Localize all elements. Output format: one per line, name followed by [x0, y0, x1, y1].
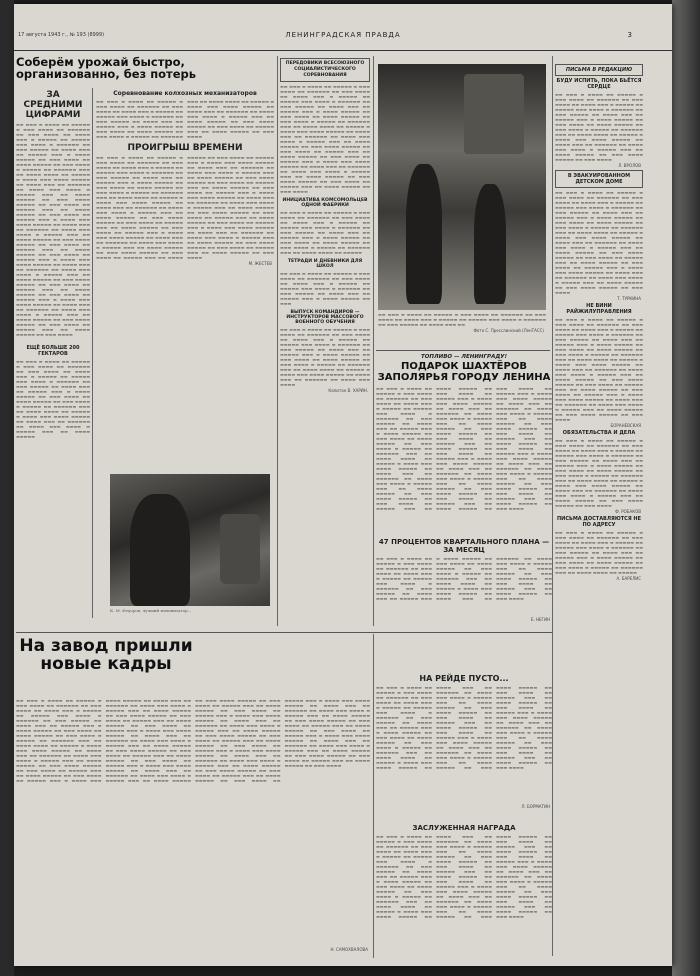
roadstead-article — [376, 672, 552, 812]
machine-figure — [220, 514, 260, 584]
new-workers-author: Н. САМОХВАЛОВА — [330, 947, 368, 952]
page-number: 3 — [627, 31, 632, 39]
hectares-text: ▬▬ ▬▬▬ ▬ ▬▬▬▬ ▬▬ ▬▬▬▬▬ ▬ ▬▬▬ ▬▬▬▬ ▬▬ ▬▬▬▬▬▬ ▬▬ ▬▬▬ ▬▬▬▬ ▬▬ ▬▬▬▬ ▬▬▬ ▬ ▬▬▬▬▬ ▬▬ ▬▬▬▬▬ ▬▬▬ ▬▬▬▬ ▬ ▬▬▬▬▬▬ ▬▬ ▬▬▬ ▬▬▬▬▬ ▬▬ ▬▬▬▬ ▬▬▬ ▬▬ ▬▬▬▬▬ ▬▬▬ ▬ ▬▬▬▬ ▬▬▬▬▬ ▬▬ ▬▬▬ ▬▬▬▬ ▬▬ ▬▬▬▬ ▬▬▬▬▬ ▬▬ ▬▬▬ ▬▬▬▬ ▬ ▬▬▬▬▬ ▬▬ ▬▬▬▬▬▬ ▬▬▬ ▬▬ ▬▬▬▬ ▬▬▬▬ ▬▬ ▬▬▬▬▬ ▬ ▬▬▬▬ ▬▬▬ ▬▬▬▬ ▬▬▬▬▬ ▬▬ ▬▬▬▬ ▬▬▬ ▬▬ ▬▬▬▬▬▬ ▬▬ ▬▬▬▬ ▬▬▬ ▬▬▬▬ ▬ ▬▬▬▬▬ ▬▬▬ ▬▬ ▬▬▬▬ ▬▬▬▬▬ — [16, 359, 90, 439]
column-rule — [373, 56, 374, 626]
lost-time-author: М. ЖЕСТЕВ — [248, 261, 272, 266]
letters-column — [555, 62, 643, 958]
letter-4-author: Ф. РОБАКОВ — [615, 509, 641, 514]
commanders-text: ▬▬ ▬▬▬ ▬ ▬▬▬▬ ▬▬ ▬▬▬▬▬ ▬ ▬▬▬ ▬▬▬▬ ▬▬ ▬▬▬▬▬▬ ▬▬ ▬▬▬ ▬▬▬▬ ▬▬ ▬▬▬▬ ▬▬▬ ▬ ▬▬▬▬▬ ▬▬ ▬▬▬▬▬ ▬▬▬ ▬▬▬▬ ▬ ▬▬▬▬▬▬ ▬▬ ▬▬▬ ▬▬▬▬▬ ▬▬ ▬▬▬▬ ▬▬▬ ▬▬ ▬▬▬▬▬ ▬▬▬ ▬ ▬▬▬▬ ▬▬▬▬▬ ▬▬ ▬▬▬ ▬▬▬▬ ▬▬ ▬▬▬▬ ▬▬▬▬▬ ▬▬ ▬▬▬ ▬▬▬▬ ▬ ▬▬▬▬▬ ▬▬ ▬▬▬▬▬▬ ▬▬▬ ▬▬ ▬▬▬▬ ▬▬▬▬ ▬▬ ▬▬▬▬▬ ▬ ▬▬▬▬ ▬▬▬ ▬▬▬▬ ▬▬▬▬▬ ▬▬ ▬▬▬▬ ▬▬▬ ▬▬ ▬▬▬▬▬▬ ▬▬ ▬▬▬▬ ▬▬▬ ▬▬▬▬ — [280, 327, 370, 387]
competition-text: ▬▬ ▬▬▬ ▬ ▬▬▬▬ ▬▬ ▬▬▬▬▬ ▬ ▬▬▬ ▬▬▬▬ ▬▬ ▬▬▬▬▬▬ ▬▬ ▬▬▬ ▬▬▬▬ ▬▬ ▬▬▬▬ ▬▬▬ ▬ ▬▬▬▬▬ ▬▬ ▬▬▬▬▬ ▬▬▬ ▬▬▬▬ ▬ ▬▬▬▬▬▬ ▬▬ ▬▬▬ ▬▬▬▬▬ ▬▬ ▬▬▬▬ ▬▬▬ ▬▬ ▬▬▬▬▬ ▬▬▬ ▬ ▬▬▬▬ ▬▬▬▬▬ ▬▬ ▬▬▬ ▬▬▬▬ ▬▬ ▬▬▬▬ ▬▬▬▬▬ ▬▬ ▬▬▬ ▬▬▬▬ ▬ ▬▬▬▬▬ ▬▬ ▬▬▬▬▬▬ ▬▬▬ ▬▬ ▬▬▬▬ ▬▬▬▬ ▬▬ ▬▬▬▬▬ ▬ ▬▬▬▬ ▬▬▬ ▬▬▬▬ ▬▬▬▬▬ ▬▬ ▬▬▬▬ ▬▬▬ ▬▬ ▬▬▬▬▬▬ ▬▬ ▬▬▬▬ ▬▬▬ ▬▬▬▬ ▬ ▬▬▬▬▬ ▬▬▬ ▬▬ ▬▬▬▬ ▬▬▬▬▬ ▬▬ ▬▬▬ ▬▬▬▬ ▬▬▬▬▬ ▬▬ ▬▬▬ ▬▬▬▬ ▬▬ ▬▬▬▬▬ ▬▬▬ ▬▬ ▬▬▬▬ ▬▬▬▬▬ ▬▬ ▬▬▬ ▬▬▬▬ — [96, 99, 274, 139]
letter-4-title: ОБЯЗАТЕЛЬСТВА И ДЕЛА — [562, 430, 636, 436]
letter-5-text: ▬▬ ▬▬▬ ▬ ▬▬▬▬ ▬▬ ▬▬▬▬▬ ▬ ▬▬▬ ▬▬▬▬ ▬▬ ▬▬▬▬▬▬ ▬▬ ▬▬▬ ▬▬▬▬ ▬▬ ▬▬▬▬ ▬▬▬ ▬ ▬▬▬▬▬ ▬▬ ▬▬▬▬▬ ▬▬▬ ▬▬▬▬ ▬ ▬▬▬▬▬▬ ▬▬ ▬▬▬ ▬▬▬▬▬ ▬▬ ▬▬▬▬ ▬▬▬ ▬▬ ▬▬▬▬▬ ▬▬▬ ▬ ▬▬▬▬ ▬▬▬▬▬ ▬▬ ▬▬▬ ▬▬▬▬ ▬▬ ▬▬▬▬ ▬▬▬▬▬ ▬▬ ▬▬▬ ▬▬▬▬ ▬ ▬▬▬▬▬ ▬▬ ▬▬▬▬▬▬ ▬▬▬ ▬▬ ▬▬▬▬ ▬▬▬▬ ▬▬ ▬▬▬▬▬ — [555, 530, 643, 575]
miners-author: Е. НЕГИН — [530, 617, 550, 622]
column-rule — [373, 634, 374, 958]
letter-2-author: Т. ТУРКИНА — [617, 296, 641, 301]
column-3 — [280, 56, 370, 626]
letter-3-author: БОРАНЕВСКАЯ — [610, 423, 641, 428]
scan-margin-left — [0, 0, 14, 976]
factory-photo-credit: Фото С. Пресслинский (ЛенТАСС) — [473, 328, 544, 333]
harvest-headline-block — [16, 56, 272, 86]
roadstead-author: Л. БОРМАТИН — [521, 804, 550, 809]
letter-1-author: Л. ВРОЛОВ — [618, 163, 641, 168]
quarterly-subhead: 47 ПРОЦЕНТОВ КВАРТАЛЬНОГО ПЛАНА — ЗА МЕСЯЦ — [378, 538, 550, 554]
award-text: ▬▬ ▬▬▬ ▬ ▬▬▬▬ ▬▬ ▬▬▬▬▬ ▬ ▬▬▬ ▬▬▬▬ ▬▬ ▬▬▬▬▬▬ ▬▬ ▬▬▬ ▬▬▬▬ ▬▬ ▬▬▬▬ ▬▬▬ ▬ ▬▬▬▬▬ ▬▬ ▬▬▬▬▬ ▬▬▬ ▬▬▬▬ ▬ ▬▬▬▬▬▬ ▬▬ ▬▬▬ ▬▬▬▬▬ ▬▬ ▬▬▬▬ ▬▬▬ ▬▬ ▬▬▬▬▬ ▬▬▬ ▬ ▬▬▬▬ ▬▬▬▬▬ ▬▬ ▬▬▬ ▬▬▬▬ ▬▬ ▬▬▬▬ ▬▬▬▬▬ ▬▬ ▬▬▬ ▬▬▬▬ ▬ ▬▬▬▬▬ ▬▬ ▬▬▬▬▬▬ ▬▬▬ ▬▬ ▬▬▬▬ ▬▬▬▬ ▬▬ ▬▬▬▬▬ ▬ ▬▬▬▬ ▬▬▬ ▬▬▬▬ ▬▬▬▬▬ ▬▬ ▬▬▬▬ ▬▬▬ ▬▬ ▬▬▬▬▬▬ ▬▬ ▬▬▬▬ ▬▬▬ ▬▬▬▬ ▬ ▬▬▬▬▬ ▬▬▬ ▬▬ ▬▬▬▬ ▬▬▬▬▬ ▬▬ ▬▬▬ ▬▬▬▬ ▬▬▬▬▬ ▬▬ ▬▬▬ ▬▬▬▬ ▬▬ ▬▬▬▬▬ ▬▬▬ ▬▬ ▬▬▬▬ ▬▬▬▬▬ ▬▬ ▬▬▬ ▬▬▬▬ ▬▬ ▬▬▬▬▬ ▬▬▬ ▬ ▬▬▬▬ ▬▬▬ ▬▬▬▬ ▬▬▬▬▬ ▬▬ ▬▬▬▬ ▬▬▬ ▬▬ ▬▬▬▬▬▬ ▬▬ ▬▬▬▬ ▬▬▬ ▬▬▬▬ ▬ ▬▬▬▬▬ ▬▬▬ ▬▬ ▬▬▬▬ ▬▬▬▬▬ ▬▬ ▬▬▬ ▬▬▬▬ ▬▬▬▬▬ ▬▬ ▬▬▬ ▬▬▬▬ ▬▬ ▬▬▬▬▬ ▬▬▬ ▬▬ ▬▬▬▬ ▬▬▬▬▬ ▬▬ ▬▬▬ ▬▬▬▬ ▬▬ ▬▬▬▬▬ ▬▬▬ ▬ ▬▬▬▬ ▬▬▬ ▬▬▬▬ ▬▬▬▬▬ ▬▬ ▬▬▬▬ ▬▬▬ ▬▬ ▬▬▬▬▬▬ ▬▬ ▬▬▬▬ ▬▬▬ ▬▬▬▬ ▬ ▬▬▬▬▬ ▬▬▬ ▬▬ ▬▬▬▬ ▬▬▬▬▬ ▬▬ ▬▬▬ ▬▬▬▬ ▬▬▬▬▬ ▬▬ ▬▬▬ ▬▬▬▬ ▬▬ ▬▬▬▬▬ ▬▬▬ ▬▬ ▬▬▬▬ ▬▬▬▬▬ ▬▬ ▬▬▬ ▬▬▬▬ — [376, 834, 552, 919]
notebooks-subhead: ТЕТРАДИ И ДНЕВНИКИ ДЛЯ ШКОЛ — [287, 259, 363, 269]
letter-3-title: НЕ ВИНИ РАЙЖИЛУПРАВЛЕНИЯ — [566, 303, 632, 315]
competition-title: Соревнование колхозных механизаторов — [113, 90, 257, 97]
award-subhead: ЗАСЛУЖЕННАЯ НАГРАДА — [412, 824, 516, 832]
leaders-text: ▬▬ ▬▬▬ ▬ ▬▬▬▬ ▬▬ ▬▬▬▬▬ ▬ ▬▬▬ ▬▬▬▬ ▬▬ ▬▬▬▬▬▬ ▬▬ ▬▬▬ ▬▬▬▬ ▬▬ ▬▬▬▬ ▬▬▬ ▬ ▬▬▬▬▬ ▬▬ ▬▬▬▬▬ ▬▬▬ ▬▬▬▬ ▬ ▬▬▬▬▬▬ ▬▬ ▬▬▬ ▬▬▬▬▬ ▬▬ ▬▬▬▬ ▬▬▬ ▬▬ ▬▬▬▬▬ ▬▬▬ ▬ ▬▬▬▬ ▬▬▬▬▬ ▬▬ ▬▬▬ ▬▬▬▬ ▬▬ ▬▬▬▬ ▬▬▬▬▬ ▬▬ ▬▬▬ ▬▬▬▬ ▬ ▬▬▬▬▬ ▬▬ ▬▬▬▬▬▬ ▬▬▬ ▬▬ ▬▬▬▬ ▬▬▬▬ ▬▬ ▬▬▬▬▬ ▬ ▬▬▬▬ ▬▬▬ ▬▬▬▬ ▬▬▬▬▬ ▬▬ ▬▬▬▬ ▬▬▬ ▬▬ ▬▬▬▬▬▬ ▬▬ ▬▬▬▬ ▬▬▬ ▬▬▬▬ ▬ ▬▬▬▬▬ ▬▬▬ ▬▬ ▬▬▬▬ ▬▬▬▬▬ ▬▬ ▬▬▬ ▬▬▬▬ ▬▬▬▬▬ ▬▬ ▬▬▬ ▬▬▬▬ ▬▬ ▬▬▬▬▬ ▬▬▬ ▬▬ ▬▬▬▬ ▬▬▬▬▬ ▬▬ ▬▬▬ ▬▬▬▬ ▬▬ ▬▬▬▬▬ ▬▬▬ ▬ ▬▬▬▬ ▬▬▬ ▬▬▬▬ ▬▬▬▬▬ ▬▬ ▬▬▬▬ ▬▬▬ ▬▬ ▬▬▬▬▬▬ ▬▬ ▬▬▬▬ ▬▬▬ ▬▬▬▬ ▬ ▬▬▬▬▬ ▬▬▬ ▬▬ ▬▬▬▬ ▬▬▬▬▬ ▬▬ ▬▬▬ ▬▬▬▬ ▬▬▬▬▬ ▬▬ ▬▬▬ ▬▬▬▬ ▬▬ ▬▬▬▬▬ ▬▬▬ ▬▬ ▬▬▬▬ ▬▬▬▬▬ ▬▬ ▬▬▬ ▬▬▬▬ — [280, 84, 370, 194]
letter-4-text: ▬▬ ▬▬▬ ▬ ▬▬▬▬ ▬▬ ▬▬▬▬▬ ▬ ▬▬▬ ▬▬▬▬ ▬▬ ▬▬▬▬▬▬ ▬▬ ▬▬▬ ▬▬▬▬ ▬▬ ▬▬▬▬ ▬▬▬ ▬ ▬▬▬▬▬ ▬▬ ▬▬▬▬▬ ▬▬▬ ▬▬▬▬ ▬ ▬▬▬▬▬▬ ▬▬ ▬▬▬ ▬▬▬▬▬ ▬▬ ▬▬▬▬ ▬▬▬ ▬▬ ▬▬▬▬▬ ▬▬▬ ▬ ▬▬▬▬ ▬▬▬▬▬ ▬▬ ▬▬▬ ▬▬▬▬ ▬▬ ▬▬▬▬ ▬▬▬▬▬ ▬▬ ▬▬▬ ▬▬▬▬ ▬ ▬▬▬▬▬ ▬▬ ▬▬▬▬▬▬ ▬▬▬ ▬▬ ▬▬▬▬ ▬▬▬▬ ▬▬ ▬▬▬▬▬ ▬ ▬▬▬▬ ▬▬▬ ▬▬▬▬ ▬▬▬▬▬ ▬▬ ▬▬▬▬ ▬▬▬ ▬▬ ▬▬▬▬▬▬ ▬▬ ▬▬▬▬ ▬▬▬ ▬▬▬▬ ▬ ▬▬▬▬▬ ▬▬▬ ▬▬ ▬▬▬▬ ▬▬▬▬▬ ▬▬ ▬▬▬ ▬▬▬▬ ▬▬▬▬▬ ▬▬ ▬▬▬ ▬▬▬▬ — [555, 438, 643, 508]
new-workers-headline-block — [16, 638, 196, 696]
letter-5-author: А. БАРЕЛИС — [616, 576, 641, 581]
lost-time-text: ▬▬ ▬▬▬ ▬ ▬▬▬▬ ▬▬ ▬▬▬▬▬ ▬ ▬▬▬ ▬▬▬▬ ▬▬ ▬▬▬▬▬▬ ▬▬ ▬▬▬ ▬▬▬▬ ▬▬ ▬▬▬▬ ▬▬▬ ▬ ▬▬▬▬▬ ▬▬ ▬▬▬▬▬ ▬▬▬ ▬▬▬▬ ▬ ▬▬▬▬▬▬ ▬▬ ▬▬▬ ▬▬▬▬▬ ▬▬ ▬▬▬▬ ▬▬▬ ▬▬ ▬▬▬▬▬ ▬▬▬ ▬ ▬▬▬▬ ▬▬▬▬▬ ▬▬ ▬▬▬ ▬▬▬▬ ▬▬ ▬▬▬▬ ▬▬▬▬▬ ▬▬ ▬▬▬ ▬▬▬▬ ▬ ▬▬▬▬▬ ▬▬ ▬▬▬▬▬▬ ▬▬▬ ▬▬ ▬▬▬▬ ▬▬▬▬ ▬▬ ▬▬▬▬▬ ▬ ▬▬▬▬ ▬▬▬ ▬▬▬▬ ▬▬▬▬▬ ▬▬ ▬▬▬▬ ▬▬▬ ▬▬ ▬▬▬▬▬▬ ▬▬ ▬▬▬▬ ▬▬▬ ▬▬▬▬ ▬ ▬▬▬▬▬ ▬▬▬ ▬▬ ▬▬▬▬ ▬▬▬▬▬ ▬▬ ▬▬▬ ▬▬▬▬ ▬▬▬▬▬ ▬▬ ▬▬▬ ▬▬▬▬ ▬▬ ▬▬▬▬▬ ▬▬▬ ▬▬ ▬▬▬▬ ▬▬▬▬▬ ▬▬ ▬▬▬ ▬▬▬▬ ▬▬ ▬▬▬▬▬ ▬▬▬ ▬ ▬▬▬▬ ▬▬▬ ▬▬▬▬ ▬▬▬▬▬ ▬▬ ▬▬▬▬ ▬▬▬ ▬▬ ▬▬▬▬▬▬ ▬▬ ▬▬▬▬ ▬▬▬ ▬▬▬▬ ▬ ▬▬▬▬▬ ▬▬▬ ▬▬ ▬▬▬▬ ▬▬▬▬▬ ▬▬ ▬▬▬ ▬▬▬▬ ▬▬▬▬▬ ▬▬ ▬▬▬ ▬▬▬▬ ▬▬ ▬▬▬▬▬ ▬▬▬ ▬▬ ▬▬▬▬ ▬▬▬▬▬ ▬▬ ▬▬▬ ▬▬▬▬ ▬▬ ▬▬▬▬▬ ▬▬▬ ▬ ▬▬▬▬ ▬▬▬ ▬▬▬▬ ▬▬▬▬▬ ▬▬ ▬▬▬▬ ▬▬▬ ▬▬ ▬▬▬▬▬▬ ▬▬ ▬▬▬▬ ▬▬▬ ▬▬▬▬ ▬ ▬▬▬▬▬ ▬▬▬ ▬▬ ▬▬▬▬ ▬▬▬▬▬ ▬▬ ▬▬▬ ▬▬▬▬ ▬▬▬▬▬ ▬▬ ▬▬▬ ▬▬▬▬ ▬▬ ▬▬▬▬▬ ▬▬▬ ▬▬ ▬▬▬▬ ▬▬▬▬▬ ▬▬ ▬▬▬ ▬▬▬▬ ▬▬ ▬▬▬▬▬ ▬▬▬ ▬ ▬▬▬▬ ▬▬▬ ▬▬▬▬ ▬▬▬▬▬ ▬▬ ▬▬▬▬ ▬▬▬ ▬▬ ▬▬▬▬▬▬ ▬▬ ▬▬▬▬ ▬▬▬ ▬▬▬▬ ▬ ▬▬▬▬▬ ▬▬▬ ▬▬ ▬▬▬▬ ▬▬▬▬▬ ▬▬ ▬▬▬ ▬▬▬▬ ▬▬▬▬▬ ▬▬ ▬▬▬ ▬▬▬▬ ▬▬ ▬▬▬▬▬ ▬▬▬ ▬▬ ▬▬▬▬ ▬▬▬▬▬ ▬▬ ▬▬▬ ▬▬▬▬ ▬▬ ▬▬▬▬▬ ▬▬▬ ▬ ▬▬▬▬ ▬▬▬ ▬▬▬▬ ▬▬▬▬▬ ▬▬ ▬▬▬▬ ▬▬▬ ▬▬ ▬▬▬▬▬▬ ▬▬ ▬▬▬▬ ▬▬▬ ▬▬▬▬ ▬ ▬▬▬▬▬ ▬▬▬ ▬▬ ▬▬▬▬ ▬▬▬▬▬ ▬▬ ▬▬▬ ▬▬▬▬ ▬▬▬▬▬ ▬▬ ▬▬▬ ▬▬▬▬ ▬▬ ▬▬▬▬▬ ▬▬▬ ▬▬ ▬▬▬▬ ▬▬▬▬▬ ▬▬ ▬▬▬ ▬▬▬▬ — [96, 155, 274, 260]
leaders-title: ПЕРЕДОВИКИ ВСЕСОЮЗНОГО СОЦИАЛИСТИЧЕСКОГО СОРЕВНОВАНИЯ — [280, 58, 370, 82]
worker-figure — [474, 184, 506, 304]
new-workers-headline: На завод пришли новые кадры — [19, 638, 193, 674]
machine-figure — [464, 74, 524, 154]
letter-2-text: ▬▬ ▬▬▬ ▬ ▬▬▬▬ ▬▬ ▬▬▬▬▬ ▬ ▬▬▬ ▬▬▬▬ ▬▬ ▬▬▬▬▬▬ ▬▬ ▬▬▬ ▬▬▬▬ ▬▬ ▬▬▬▬ ▬▬▬ ▬ ▬▬▬▬▬ ▬▬ ▬▬▬▬▬ ▬▬▬ ▬▬▬▬ ▬ ▬▬▬▬▬▬ ▬▬ ▬▬▬ ▬▬▬▬▬ ▬▬ ▬▬▬▬ ▬▬▬ ▬▬ ▬▬▬▬▬ ▬▬▬ ▬ ▬▬▬▬ ▬▬▬▬▬ ▬▬ ▬▬▬ ▬▬▬▬ ▬▬ ▬▬▬▬ ▬▬▬▬▬ ▬▬ ▬▬▬ ▬▬▬▬ ▬ ▬▬▬▬▬ ▬▬ ▬▬▬▬▬▬ ▬▬▬ ▬▬ ▬▬▬▬ ▬▬▬▬ ▬▬ ▬▬▬▬▬ ▬ ▬▬▬▬ ▬▬▬ ▬▬▬▬ ▬▬▬▬▬ ▬▬ ▬▬▬▬ ▬▬▬ ▬▬ ▬▬▬▬▬▬ ▬▬ ▬▬▬▬ ▬▬▬ ▬▬▬▬ ▬ ▬▬▬▬▬ ▬▬▬ ▬▬ ▬▬▬▬ ▬▬▬▬▬ ▬▬ ▬▬▬ ▬▬▬▬ ▬▬▬▬▬ ▬▬ ▬▬▬ ▬▬▬▬ ▬▬ ▬▬▬▬▬ ▬▬▬ ▬▬ ▬▬▬▬ ▬▬▬▬▬ ▬▬ ▬▬▬ ▬▬▬▬ ▬▬ ▬▬▬▬▬ ▬▬▬ ▬ ▬▬▬▬ ▬▬▬ ▬▬▬▬ ▬▬▬▬▬ ▬▬ ▬▬▬▬ ▬▬▬ ▬▬ ▬▬▬▬▬▬ ▬▬ ▬▬▬▬ ▬▬▬ ▬▬▬▬ ▬ ▬▬▬▬▬ ▬▬▬ ▬▬ ▬▬▬▬ ▬▬▬▬▬ ▬▬ ▬▬▬ ▬▬▬▬ ▬▬▬▬▬ ▬▬ ▬▬▬ ▬▬▬▬ — [555, 190, 643, 295]
section-rule — [376, 350, 550, 351]
issue-date: 17 августа 1943 г., № 193 (8999) — [18, 32, 105, 38]
column-2 — [96, 88, 274, 458]
page-header — [14, 4, 672, 51]
section-rule — [16, 632, 552, 633]
factory-caption-text: ▬▬ ▬▬▬ ▬ ▬▬▬▬ ▬▬ ▬▬▬▬▬ ▬ ▬▬▬ ▬▬▬▬ ▬▬ ▬▬▬▬▬▬ ▬▬ ▬▬▬ ▬▬▬▬ ▬▬ ▬▬▬▬ ▬▬▬ ▬ ▬▬▬▬▬ ▬▬ ▬▬▬▬▬ ▬▬▬ ▬▬▬▬ ▬ ▬▬▬▬▬▬ ▬▬ ▬▬▬ ▬▬▬▬▬ ▬▬ ▬▬▬▬ ▬▬▬ ▬▬ — [378, 312, 546, 327]
letter-5-title: ПИСЬМА ДОСТАВЛЯЮТСЯ НЕ ПО АДРЕСУ — [556, 516, 642, 528]
newspaper-title: ЛЕНИНГРАДСКАЯ ПРАВДА — [285, 31, 401, 39]
letter-3-text: ▬▬ ▬▬▬ ▬ ▬▬▬▬ ▬▬ ▬▬▬▬▬ ▬ ▬▬▬ ▬▬▬▬ ▬▬ ▬▬▬▬▬▬ ▬▬ ▬▬▬ ▬▬▬▬ ▬▬ ▬▬▬▬ ▬▬▬ ▬ ▬▬▬▬▬ ▬▬ ▬▬▬▬▬ ▬▬▬ ▬▬▬▬ ▬ ▬▬▬▬▬▬ ▬▬ ▬▬▬ ▬▬▬▬▬ ▬▬ ▬▬▬▬ ▬▬▬ ▬▬ ▬▬▬▬▬ ▬▬▬ ▬ ▬▬▬▬ ▬▬▬▬▬ ▬▬ ▬▬▬ ▬▬▬▬ ▬▬ ▬▬▬▬ ▬▬▬▬▬ ▬▬ ▬▬▬ ▬▬▬▬ ▬ ▬▬▬▬▬ ▬▬ ▬▬▬▬▬▬ ▬▬▬ ▬▬ ▬▬▬▬ ▬▬▬▬ ▬▬ ▬▬▬▬▬ ▬ ▬▬▬▬ ▬▬▬ ▬▬▬▬ ▬▬▬▬▬ ▬▬ ▬▬▬▬ ▬▬▬ ▬▬ ▬▬▬▬▬▬ ▬▬ ▬▬▬▬ ▬▬▬ ▬▬▬▬ ▬ ▬▬▬▬▬ ▬▬▬ ▬▬ ▬▬▬▬ ▬▬▬▬▬ ▬▬ ▬▬▬ ▬▬▬▬ ▬▬▬▬▬ ▬▬ ▬▬▬ ▬▬▬▬ ▬▬ ▬▬▬▬▬ ▬▬▬ ▬▬ ▬▬▬▬ ▬▬▬▬▬ ▬▬ ▬▬▬ ▬▬▬▬ ▬▬ ▬▬▬▬▬ ▬▬▬ ▬ ▬▬▬▬ ▬▬▬ ▬▬▬▬ ▬▬▬▬▬ ▬▬ ▬▬▬▬ ▬▬▬ ▬▬ ▬▬▬▬▬▬ ▬▬ ▬▬▬▬ ▬▬▬ ▬▬▬▬ ▬ ▬▬▬▬▬ ▬▬▬ ▬▬ ▬▬▬▬ ▬▬▬▬▬ ▬▬ ▬▬▬ ▬▬▬▬ ▬▬▬▬▬ ▬▬ ▬▬▬ ▬▬▬▬ — [555, 317, 643, 422]
quarterly-text: ▬▬ ▬▬▬ ▬ ▬▬▬▬ ▬▬ ▬▬▬▬▬ ▬ ▬▬▬ ▬▬▬▬ ▬▬ ▬▬▬▬▬▬ ▬▬ ▬▬▬ ▬▬▬▬ ▬▬ ▬▬▬▬ ▬▬▬ ▬ ▬▬▬▬▬ ▬▬ ▬▬▬▬▬ ▬▬▬ ▬▬▬▬ ▬ ▬▬▬▬▬▬ ▬▬ ▬▬▬ ▬▬▬▬▬ ▬▬ ▬▬▬▬ ▬▬▬ ▬▬ ▬▬▬▬▬ ▬▬▬ ▬ ▬▬▬▬ ▬▬▬▬▬ ▬▬ ▬▬▬ ▬▬▬▬ ▬▬ ▬▬▬▬ ▬▬▬▬▬ ▬▬ ▬▬▬ ▬▬▬▬ ▬ ▬▬▬▬▬ ▬▬ ▬▬▬▬▬▬ ▬▬▬ ▬▬ ▬▬▬▬ ▬▬▬▬ ▬▬ ▬▬▬▬▬ ▬ ▬▬▬▬ ▬▬▬ ▬▬▬▬ ▬▬▬▬▬ ▬▬ ▬▬▬▬ ▬▬▬ ▬▬ ▬▬▬▬▬▬ ▬▬ ▬▬▬▬ ▬▬▬ ▬▬▬▬ ▬ ▬▬▬▬▬ ▬▬▬ ▬▬ ▬▬▬▬ ▬▬▬▬▬ ▬▬ ▬▬▬ ▬▬▬▬ ▬▬▬▬▬ ▬▬ ▬▬▬ ▬▬▬▬ ▬▬ ▬▬▬▬▬ ▬▬▬ ▬▬ ▬▬▬▬ ▬▬▬▬▬ ▬▬ ▬▬▬ ▬▬▬▬ — [376, 556, 552, 601]
column-rule — [92, 88, 93, 618]
mechanic-caption: К. М. Федоров, лучший механизатор... — [110, 608, 192, 613]
hectares-subhead: ЕЩЁ БОЛЬШЕ 200 ГЕКТАРОВ — [26, 345, 80, 357]
column-4 — [376, 352, 552, 628]
scan-margin-right — [672, 0, 700, 976]
column-1 — [16, 88, 90, 608]
newspaper-page — [14, 4, 672, 966]
miners-headline: ПОДАРОК ШАХТЁРОВ ЗАПОЛЯРЬЯ ГОРОДУ ЛЕНИНА — [377, 361, 551, 383]
commanders-subhead: ВЫПУСК КОМАНДИРОВ — ИНСТРУКТОРОВ МАССОВОГО ВОЕННОГО ОБУЧЕНИЯ — [286, 310, 364, 325]
initiative-text: ▬▬ ▬▬▬ ▬ ▬▬▬▬ ▬▬ ▬▬▬▬▬ ▬ ▬▬▬ ▬▬▬▬ ▬▬ ▬▬▬▬▬▬ ▬▬ ▬▬▬ ▬▬▬▬ ▬▬ ▬▬▬▬ ▬▬▬ ▬ ▬▬▬▬▬ ▬▬ ▬▬▬▬▬ ▬▬▬ ▬▬▬▬ ▬ ▬▬▬▬▬▬ ▬▬ ▬▬▬ ▬▬▬▬▬ ▬▬ ▬▬▬▬ ▬▬▬ ▬▬ ▬▬▬▬▬ ▬▬▬ ▬ ▬▬▬▬ ▬▬▬▬▬ ▬▬ ▬▬▬ ▬▬▬▬ ▬▬ ▬▬▬▬ ▬▬▬▬▬ ▬▬ ▬▬▬ ▬▬▬▬ ▬ ▬▬▬▬▬ ▬▬ ▬▬▬▬▬▬ ▬▬▬ ▬▬ ▬▬▬▬ ▬▬▬▬ ▬▬ ▬▬▬▬▬ — [280, 210, 370, 255]
column-rule — [277, 56, 278, 626]
averages-subhead: ЗА СРЕДНИМИ ЦИФРАМИ — [23, 90, 83, 120]
mechanic-photo — [110, 474, 270, 606]
new-workers-article — [16, 698, 370, 956]
commanders-author: Капитан В. ХАРИН. — [328, 388, 368, 393]
new-workers-text: ▬▬ ▬▬▬ ▬ ▬▬▬▬ ▬▬ ▬▬▬▬▬ ▬ ▬▬▬ ▬▬▬▬ ▬▬ ▬▬▬▬▬▬ ▬▬ ▬▬▬ ▬▬▬▬ ▬▬ ▬▬▬▬ ▬▬▬ ▬ ▬▬▬▬▬ ▬▬ ▬▬▬▬▬ ▬▬▬ ▬▬▬▬ ▬ ▬▬▬▬▬▬ ▬▬ ▬▬▬ ▬▬▬▬▬ ▬▬ ▬▬▬▬ ▬▬▬ ▬▬ ▬▬▬▬▬ ▬▬▬ ▬ ▬▬▬▬ ▬▬▬▬▬ ▬▬ ▬▬▬ ▬▬▬▬ ▬▬ ▬▬▬▬ ▬▬▬▬▬ ▬▬ ▬▬▬ ▬▬▬▬ ▬ ▬▬▬▬▬ ▬▬ ▬▬▬▬▬▬ ▬▬▬ ▬▬ ▬▬▬▬ ▬▬▬▬ ▬▬ ▬▬▬▬▬ ▬ ▬▬▬▬ ▬▬▬ ▬▬▬▬ ▬▬▬▬▬ ▬▬ ▬▬▬▬ ▬▬▬ ▬▬ ▬▬▬▬▬▬ ▬▬ ▬▬▬▬ ▬▬▬ ▬▬▬▬ ▬ ▬▬▬▬▬ ▬▬▬ ▬▬ ▬▬▬▬ ▬▬▬▬▬ ▬▬ ▬▬▬ ▬▬▬▬ ▬▬▬▬▬ ▬▬ ▬▬▬ ▬▬▬▬ ▬▬ ▬▬▬▬▬ ▬▬▬ ▬▬ ▬▬▬▬ ▬▬▬▬▬ ▬▬ ▬▬▬ ▬▬▬▬ ▬▬ ▬▬▬▬▬ ▬▬▬ ▬ ▬▬▬▬ ▬▬▬ ▬▬▬▬ ▬▬▬▬▬ ▬▬ ▬▬▬▬ ▬▬▬ ▬▬ ▬▬▬▬▬▬ ▬▬ ▬▬▬▬ ▬▬▬ ▬▬▬▬ ▬ ▬▬▬▬▬ ▬▬▬ ▬▬ ▬▬▬▬ ▬▬▬▬▬ ▬▬ ▬▬▬ ▬▬▬▬ ▬▬▬▬▬ ▬▬ ▬▬▬ ▬▬▬▬ ▬▬ ▬▬▬▬▬ ▬▬▬ ▬▬ ▬▬▬▬ ▬▬▬▬▬ ▬▬ ▬▬▬ ▬▬▬▬ ▬▬ ▬▬▬▬▬ ▬▬▬ ▬ ▬▬▬▬ ▬▬▬ ▬▬▬▬ ▬▬▬▬▬ ▬▬ ▬▬▬▬ ▬▬▬ ▬▬ ▬▬▬▬▬▬ ▬▬ ▬▬▬▬ ▬▬▬ ▬▬▬▬ ▬ ▬▬▬▬▬ ▬▬▬ ▬▬ ▬▬▬▬ ▬▬▬▬▬ ▬▬ ▬▬▬ ▬▬▬▬ ▬▬▬▬▬ ▬▬ ▬▬▬ ▬▬▬▬ ▬▬ ▬▬▬▬▬ ▬▬▬ ▬▬ ▬▬▬▬ ▬▬▬▬▬ ▬▬ ▬▬▬ ▬▬▬▬ ▬▬ ▬▬▬▬▬ ▬▬▬ ▬ ▬▬▬▬ ▬▬▬ ▬▬▬▬ ▬▬▬▬▬ ▬▬ ▬▬▬▬ ▬▬▬ ▬▬ ▬▬▬▬▬▬ ▬▬ ▬▬▬▬ ▬▬▬ ▬▬▬▬ ▬ ▬▬▬▬▬ ▬▬▬ ▬▬ ▬▬▬▬ ▬▬▬▬▬ ▬▬ ▬▬▬ ▬▬▬▬ ▬▬▬▬▬ ▬▬ ▬▬▬ ▬▬▬▬ ▬▬ ▬▬▬▬▬ ▬▬▬ ▬▬ ▬▬▬▬ ▬▬▬▬▬ ▬▬ ▬▬▬ ▬▬▬▬ ▬▬ ▬▬▬▬▬ ▬▬▬ ▬ ▬▬▬▬ ▬▬▬ ▬▬▬▬ ▬▬▬▬▬ ▬▬ ▬▬▬▬ ▬▬▬ ▬▬ ▬▬▬▬▬▬ ▬▬ ▬▬▬▬ ▬▬▬ ▬▬▬▬ ▬ ▬▬▬▬▬ ▬▬▬ ▬▬ ▬▬▬▬ ▬▬▬▬▬ ▬▬ ▬▬▬ ▬▬▬▬ ▬▬▬▬▬ ▬▬ ▬▬▬ ▬▬▬▬ ▬▬ ▬▬▬▬▬ ▬▬▬ ▬▬ ▬▬▬▬ ▬▬▬▬▬ ▬▬ ▬▬▬ ▬▬▬▬ ▬▬ ▬▬▬▬▬ ▬▬▬ ▬ ▬▬▬▬ ▬▬▬ ▬▬▬▬ ▬▬▬▬▬ ▬▬ ▬▬▬▬ ▬▬▬ ▬▬ ▬▬▬▬▬▬ ▬▬ ▬▬▬▬ ▬▬▬ ▬▬▬▬ ▬ ▬▬▬▬▬ ▬▬▬ ▬▬ ▬▬▬▬ ▬▬▬▬▬ ▬▬ ▬▬▬ ▬▬▬▬ ▬▬▬▬▬ ▬▬ ▬▬▬ ▬▬▬▬ ▬▬ ▬▬▬▬▬ ▬▬▬ ▬▬ ▬▬▬▬ ▬▬▬▬▬ ▬▬ ▬▬▬ ▬▬▬▬ ▬▬ ▬▬▬▬▬ ▬▬▬ ▬ ▬▬▬▬ ▬▬▬ ▬▬▬▬ ▬▬▬▬▬ ▬▬ ▬▬▬▬ ▬▬▬ ▬▬ ▬▬▬▬▬▬ ▬▬ ▬▬▬▬ ▬▬▬ ▬▬▬▬ ▬ ▬▬▬▬▬ ▬▬▬ ▬▬ ▬▬▬▬ ▬▬▬▬▬ ▬▬ ▬▬▬ ▬▬▬▬ ▬▬▬▬▬ ▬▬ ▬▬▬ ▬▬▬▬ ▬▬ ▬▬▬▬▬ ▬▬▬ ▬▬ ▬▬▬▬ ▬▬▬▬▬ ▬▬ ▬▬▬ ▬▬▬▬ ▬▬ ▬▬▬▬▬ ▬▬▬ ▬ ▬▬▬▬ ▬▬▬ ▬▬▬▬ ▬▬▬▬▬ ▬▬ ▬▬▬▬ ▬▬▬ ▬▬ ▬▬▬▬▬▬ ▬▬ ▬▬▬▬ ▬▬▬ ▬▬▬▬ ▬ ▬▬▬▬▬ ▬▬▬ ▬▬ ▬▬▬▬ ▬▬▬▬▬ ▬▬ ▬▬▬ ▬▬▬▬ ▬▬▬▬▬ ▬▬ ▬▬▬ ▬▬▬▬ ▬▬ ▬▬▬▬▬ ▬▬▬ ▬▬ ▬▬▬▬ ▬▬▬▬▬ ▬▬ ▬▬▬ ▬▬▬▬ — [16, 698, 370, 783]
letters-kicker: ПИСЬМА В РЕДАКЦИЮ — [555, 64, 643, 76]
lost-time-subhead: ПРОИГРЫШ ВРЕМЕНИ — [127, 143, 243, 153]
factory-photo — [378, 64, 546, 310]
letter-2-title: В ЭВАКУИРОВАННОМ ДЕТСКОМ ДОМЕ — [555, 170, 643, 188]
letter-1-text: ▬▬ ▬▬▬ ▬ ▬▬▬▬ ▬▬ ▬▬▬▬▬ ▬ ▬▬▬ ▬▬▬▬ ▬▬ ▬▬▬▬▬▬ ▬▬ ▬▬▬ ▬▬▬▬ ▬▬ ▬▬▬▬ ▬▬▬ ▬ ▬▬▬▬▬ ▬▬ ▬▬▬▬▬ ▬▬▬ ▬▬▬▬ ▬ ▬▬▬▬▬▬ ▬▬ ▬▬▬ ▬▬▬▬▬ ▬▬ ▬▬▬▬ ▬▬▬ ▬▬ ▬▬▬▬▬ ▬▬▬ ▬ ▬▬▬▬ ▬▬▬▬▬ ▬▬ ▬▬▬ ▬▬▬▬ ▬▬ ▬▬▬▬ ▬▬▬▬▬ ▬▬ ▬▬▬ ▬▬▬▬ ▬ ▬▬▬▬▬ ▬▬ ▬▬▬▬▬▬ ▬▬▬ ▬▬ ▬▬▬▬ ▬▬▬▬ ▬▬ ▬▬▬▬▬ ▬ ▬▬▬▬ ▬▬▬ ▬▬▬▬ ▬▬▬▬▬ ▬▬ ▬▬▬▬ ▬▬▬ ▬▬ ▬▬▬▬▬▬ ▬▬ ▬▬▬▬ ▬▬▬ ▬▬▬▬ ▬ ▬▬▬▬▬ ▬▬▬ ▬▬ ▬▬▬▬ ▬▬▬▬▬ ▬▬ ▬▬▬ ▬▬▬▬ ▬▬▬▬▬ ▬▬ ▬▬▬ ▬▬▬▬ — [555, 92, 643, 162]
award-article — [376, 822, 552, 958]
roadstead-subhead: НА РЕЙДЕ ПУСТО... — [419, 674, 509, 683]
initiative-subhead: ИНИЦИАТИВА КОМСОМОЛЬЦЕВ ОДНОЙ ФАБРИКИ — [282, 198, 368, 208]
miners-text: ▬▬ ▬▬▬ ▬ ▬▬▬▬ ▬▬ ▬▬▬▬▬ ▬ ▬▬▬ ▬▬▬▬ ▬▬ ▬▬▬▬▬▬ ▬▬ ▬▬▬ ▬▬▬▬ ▬▬ ▬▬▬▬ ▬▬▬ ▬ ▬▬▬▬▬ ▬▬ ▬▬▬▬▬ ▬▬▬ ▬▬▬▬ ▬ ▬▬▬▬▬▬ ▬▬ ▬▬▬ ▬▬▬▬▬ ▬▬ ▬▬▬▬ ▬▬▬ ▬▬ ▬▬▬▬▬ ▬▬▬ ▬ ▬▬▬▬ ▬▬▬▬▬ ▬▬ ▬▬▬ ▬▬▬▬ ▬▬ ▬▬▬▬ ▬▬▬▬▬ ▬▬ ▬▬▬ ▬▬▬▬ ▬ ▬▬▬▬▬ ▬▬ ▬▬▬▬▬▬ ▬▬▬ ▬▬ ▬▬▬▬ ▬▬▬▬ ▬▬ ▬▬▬▬▬ ▬ ▬▬▬▬ ▬▬▬ ▬▬▬▬ ▬▬▬▬▬ ▬▬ ▬▬▬▬ ▬▬▬ ▬▬ ▬▬▬▬▬▬ ▬▬ ▬▬▬▬ ▬▬▬ ▬▬▬▬ ▬ ▬▬▬▬▬ ▬▬▬ ▬▬ ▬▬▬▬ ▬▬▬▬▬ ▬▬ ▬▬▬ ▬▬▬▬ ▬▬▬▬▬ ▬▬ ▬▬▬ ▬▬▬▬ ▬▬ ▬▬▬▬▬ ▬▬▬ ▬▬ ▬▬▬▬ ▬▬▬▬▬ ▬▬ ▬▬▬ ▬▬▬▬ ▬▬ ▬▬▬▬▬ ▬▬▬ ▬ ▬▬▬▬ ▬▬▬ ▬▬▬▬ ▬▬▬▬▬ ▬▬ ▬▬▬▬ ▬▬▬ ▬▬ ▬▬▬▬▬▬ ▬▬ ▬▬▬▬ ▬▬▬ ▬▬▬▬ ▬ ▬▬▬▬▬ ▬▬▬ ▬▬ ▬▬▬▬ ▬▬▬▬▬ ▬▬ ▬▬▬ ▬▬▬▬ ▬▬▬▬▬ ▬▬ ▬▬▬ ▬▬▬▬ ▬▬ ▬▬▬▬▬ ▬▬▬ ▬▬ ▬▬▬▬ ▬▬▬▬▬ ▬▬ ▬▬▬ ▬▬▬▬ ▬▬ ▬▬▬▬▬ ▬▬▬ ▬ ▬▬▬▬ ▬▬▬ ▬▬▬▬ ▬▬▬▬▬ ▬▬ ▬▬▬▬ ▬▬▬ ▬▬ ▬▬▬▬▬▬ ▬▬ ▬▬▬▬ ▬▬▬ ▬▬▬▬ ▬ ▬▬▬▬▬ ▬▬▬ ▬▬ ▬▬▬▬ ▬▬▬▬▬ ▬▬ ▬▬▬ ▬▬▬▬ ▬▬▬▬▬ ▬▬ ▬▬▬ ▬▬▬▬ ▬▬ ▬▬▬▬▬ ▬▬▬ ▬▬ ▬▬▬▬ ▬▬▬▬▬ ▬▬ ▬▬▬ ▬▬▬▬ ▬▬ ▬▬▬▬▬ ▬▬▬ ▬ ▬▬▬▬ ▬▬▬ ▬▬▬▬ ▬▬▬▬▬ ▬▬ ▬▬▬▬ ▬▬▬ ▬▬ ▬▬▬▬▬▬ ▬▬ ▬▬▬▬ ▬▬▬ ▬▬▬▬ ▬ ▬▬▬▬▬ ▬▬▬ ▬▬ ▬▬▬▬ ▬▬▬▬▬ ▬▬ ▬▬▬ ▬▬▬▬ ▬▬▬▬▬ ▬▬ ▬▬▬ ▬▬▬▬ ▬▬ ▬▬▬▬▬ ▬▬▬ ▬▬ ▬▬▬▬ ▬▬▬▬▬ ▬▬ ▬▬▬ ▬▬▬▬ ▬▬ ▬▬▬▬▬ ▬▬▬ ▬ ▬▬▬▬ ▬▬▬ ▬▬▬▬ ▬▬▬▬▬ ▬▬ ▬▬▬▬ ▬▬▬ ▬▬ ▬▬▬▬▬▬ ▬▬ ▬▬▬▬ ▬▬▬ ▬▬▬▬ ▬ ▬▬▬▬▬ ▬▬▬ ▬▬ ▬▬▬▬ ▬▬▬▬▬ ▬▬ ▬▬▬ ▬▬▬▬ ▬▬▬▬▬ ▬▬ ▬▬▬ ▬▬▬▬ ▬▬ ▬▬▬▬▬ ▬▬▬ ▬▬ ▬▬▬▬ ▬▬▬▬▬ ▬▬ ▬▬▬ ▬▬▬▬ — [376, 386, 552, 511]
column-rule — [552, 56, 553, 956]
roadstead-text: ▬▬ ▬▬▬ ▬ ▬▬▬▬ ▬▬ ▬▬▬▬▬ ▬ ▬▬▬ ▬▬▬▬ ▬▬ ▬▬▬▬▬▬ ▬▬ ▬▬▬ ▬▬▬▬ ▬▬ ▬▬▬▬ ▬▬▬ ▬ ▬▬▬▬▬ ▬▬ ▬▬▬▬▬ ▬▬▬ ▬▬▬▬ ▬ ▬▬▬▬▬▬ ▬▬ ▬▬▬ ▬▬▬▬▬ ▬▬ ▬▬▬▬ ▬▬▬ ▬▬ ▬▬▬▬▬ ▬▬▬ ▬ ▬▬▬▬ ▬▬▬▬▬ ▬▬ ▬▬▬ ▬▬▬▬ ▬▬ ▬▬▬▬ ▬▬▬▬▬ ▬▬ ▬▬▬ ▬▬▬▬ ▬ ▬▬▬▬▬ ▬▬ ▬▬▬▬▬▬ ▬▬▬ ▬▬ ▬▬▬▬ ▬▬▬▬ ▬▬ ▬▬▬▬▬ ▬ ▬▬▬▬ ▬▬▬ ▬▬▬▬ ▬▬▬▬▬ ▬▬ ▬▬▬▬ ▬▬▬ ▬▬ ▬▬▬▬▬▬ ▬▬ ▬▬▬▬ ▬▬▬ ▬▬▬▬ ▬ ▬▬▬▬▬ ▬▬▬ ▬▬ ▬▬▬▬ ▬▬▬▬▬ ▬▬ ▬▬▬ ▬▬▬▬ ▬▬▬▬▬ ▬▬ ▬▬▬ ▬▬▬▬ ▬▬ ▬▬▬▬▬ ▬▬▬ ▬▬ ▬▬▬▬ ▬▬▬▬▬ ▬▬ ▬▬▬ ▬▬▬▬ ▬▬ ▬▬▬▬▬ ▬▬▬ ▬ ▬▬▬▬ ▬▬▬ ▬▬▬▬ ▬▬▬▬▬ ▬▬ ▬▬▬▬ ▬▬▬ ▬▬ ▬▬▬▬▬▬ ▬▬ ▬▬▬▬ ▬▬▬ ▬▬▬▬ ▬ ▬▬▬▬▬ ▬▬▬ ▬▬ ▬▬▬▬ ▬▬▬▬▬ ▬▬ ▬▬▬ ▬▬▬▬ ▬▬▬▬▬ ▬▬ ▬▬▬ ▬▬▬▬ ▬▬ ▬▬▬▬▬ ▬▬▬ ▬▬ ▬▬▬▬ ▬▬▬▬▬ ▬▬ ▬▬▬ ▬▬▬▬ ▬▬ ▬▬▬▬▬ ▬▬▬ ▬ ▬▬▬▬ ▬▬▬ ▬▬▬▬ ▬▬▬▬▬ ▬▬ ▬▬▬▬ ▬▬▬ ▬▬ ▬▬▬▬▬▬ ▬▬ ▬▬▬▬ ▬▬▬ ▬▬▬▬ ▬ ▬▬▬▬▬ ▬▬▬ ▬▬ ▬▬▬▬ ▬▬▬▬▬ ▬▬ ▬▬▬ ▬▬▬▬ ▬▬▬▬▬ ▬▬ ▬▬▬ ▬▬▬▬ ▬▬ ▬▬▬▬▬ ▬▬▬ ▬▬ ▬▬▬▬ ▬▬▬▬▬ ▬▬ ▬▬▬ ▬▬▬▬ — [376, 685, 552, 770]
worker-figure — [130, 494, 190, 606]
harvest-headline: Соберём урожай быстро, организованно, без потерь — [16, 56, 197, 82]
notebooks-text: ▬▬ ▬▬▬ ▬ ▬▬▬▬ ▬▬ ▬▬▬▬▬ ▬ ▬▬▬ ▬▬▬▬ ▬▬ ▬▬▬▬▬▬ ▬▬ ▬▬▬ ▬▬▬▬ ▬▬ ▬▬▬▬ ▬▬▬ ▬ ▬▬▬▬▬ ▬▬ ▬▬▬▬▬ ▬▬▬ ▬▬▬▬ ▬ ▬▬▬▬▬▬ ▬▬ ▬▬▬ ▬▬▬▬▬ ▬▬ ▬▬▬▬ ▬▬▬ ▬▬ ▬▬▬▬▬ ▬▬▬ ▬ ▬▬▬▬ ▬▬▬▬▬ ▬▬ ▬▬▬ — [280, 271, 370, 306]
worker-figure — [406, 164, 442, 304]
averages-text: ▬▬ ▬▬▬ ▬ ▬▬▬▬ ▬▬ ▬▬▬▬▬ ▬ ▬▬▬ ▬▬▬▬ ▬▬ ▬▬▬▬▬▬ ▬▬ ▬▬▬ ▬▬▬▬ ▬▬ ▬▬▬▬ ▬▬▬ ▬ ▬▬▬▬▬ ▬▬ ▬▬▬▬▬ ▬▬▬ ▬▬▬▬ ▬ ▬▬▬▬▬▬ ▬▬ ▬▬▬ ▬▬▬▬▬ ▬▬ ▬▬▬▬ ▬▬▬ ▬▬ ▬▬▬▬▬ ▬▬▬ ▬ ▬▬▬▬ ▬▬▬▬▬ ▬▬ ▬▬▬ ▬▬▬▬ ▬▬ ▬▬▬▬ ▬▬▬▬▬ ▬▬ ▬▬▬ ▬▬▬▬ ▬ ▬▬▬▬▬ ▬▬ ▬▬▬▬▬▬ ▬▬▬ ▬▬ ▬▬▬▬ ▬▬▬▬ ▬▬ ▬▬▬▬▬ ▬ ▬▬▬▬ ▬▬▬ ▬▬▬▬ ▬▬▬▬▬ ▬▬ ▬▬▬▬ ▬▬▬ ▬▬ ▬▬▬▬▬▬ ▬▬ ▬▬▬▬ ▬▬▬ ▬▬▬▬ ▬ ▬▬▬▬▬ ▬▬▬ ▬▬ ▬▬▬▬ ▬▬▬▬▬ ▬▬ ▬▬▬ ▬▬▬▬ ▬▬▬▬▬ ▬▬ ▬▬▬ ▬▬▬▬ ▬▬ ▬▬▬▬▬ ▬▬▬ ▬▬ ▬▬▬▬ ▬▬▬▬▬ ▬▬ ▬▬▬ ▬▬▬▬ ▬▬ ▬▬▬▬▬ ▬▬▬ ▬ ▬▬▬▬ ▬▬▬ ▬▬▬▬ ▬▬▬▬▬ ▬▬ ▬▬▬▬ ▬▬▬ ▬▬ ▬▬▬▬▬▬ ▬▬ ▬▬▬▬ ▬▬▬ ▬▬▬▬ ▬ ▬▬▬▬▬ ▬▬▬ ▬▬ ▬▬▬▬ ▬▬▬▬▬ ▬▬ ▬▬▬ ▬▬▬▬ ▬▬▬▬▬ ▬▬ ▬▬▬ ▬▬▬▬ ▬▬ ▬▬▬▬▬ ▬▬▬ ▬▬ ▬▬▬▬ ▬▬▬▬▬ ▬▬ ▬▬▬ ▬▬▬▬ ▬▬ ▬▬▬▬▬ ▬▬▬ ▬ ▬▬▬▬ ▬▬▬ ▬▬▬▬ ▬▬▬▬▬ ▬▬ ▬▬▬▬ ▬▬▬ ▬▬ ▬▬▬▬▬▬ ▬▬ ▬▬▬▬ ▬▬▬ ▬▬▬▬ ▬ ▬▬▬▬▬ ▬▬▬ ▬▬ ▬▬▬▬ ▬▬▬▬▬ ▬▬ ▬▬▬ ▬▬▬▬ ▬▬▬▬▬ ▬▬ ▬▬▬ ▬▬▬▬ ▬▬ ▬▬▬▬▬ ▬▬▬ ▬▬ ▬▬▬▬ ▬▬▬▬▬ ▬▬ ▬▬▬ ▬▬▬▬ ▬▬ ▬▬▬▬▬ ▬▬▬ ▬ ▬▬▬▬ ▬▬▬ ▬▬▬▬ ▬▬▬▬▬ ▬▬ ▬▬▬▬ ▬▬▬ ▬▬ ▬▬▬▬▬▬ ▬▬ ▬▬▬▬ ▬▬▬ ▬▬▬▬ ▬ ▬▬▬▬▬ ▬▬▬ ▬▬ ▬▬▬▬ ▬▬▬▬▬ ▬▬ ▬▬▬ ▬▬▬▬ ▬▬▬▬▬ ▬▬ ▬▬▬ ▬▬▬▬ ▬▬ ▬▬▬▬▬ ▬▬▬ ▬▬ ▬▬▬▬ ▬▬▬▬▬ ▬▬ ▬▬▬ ▬▬▬▬ — [16, 122, 90, 337]
factory-caption — [378, 312, 546, 348]
letter-1-title: БУДУ ИСПИТЬ, ПОКА БЬЁТСЯ СЕРДЦЕ — [556, 78, 642, 90]
fuel-kicker: ТОПЛИВО — ЛЕНИНГРАДУ! — [421, 354, 507, 360]
